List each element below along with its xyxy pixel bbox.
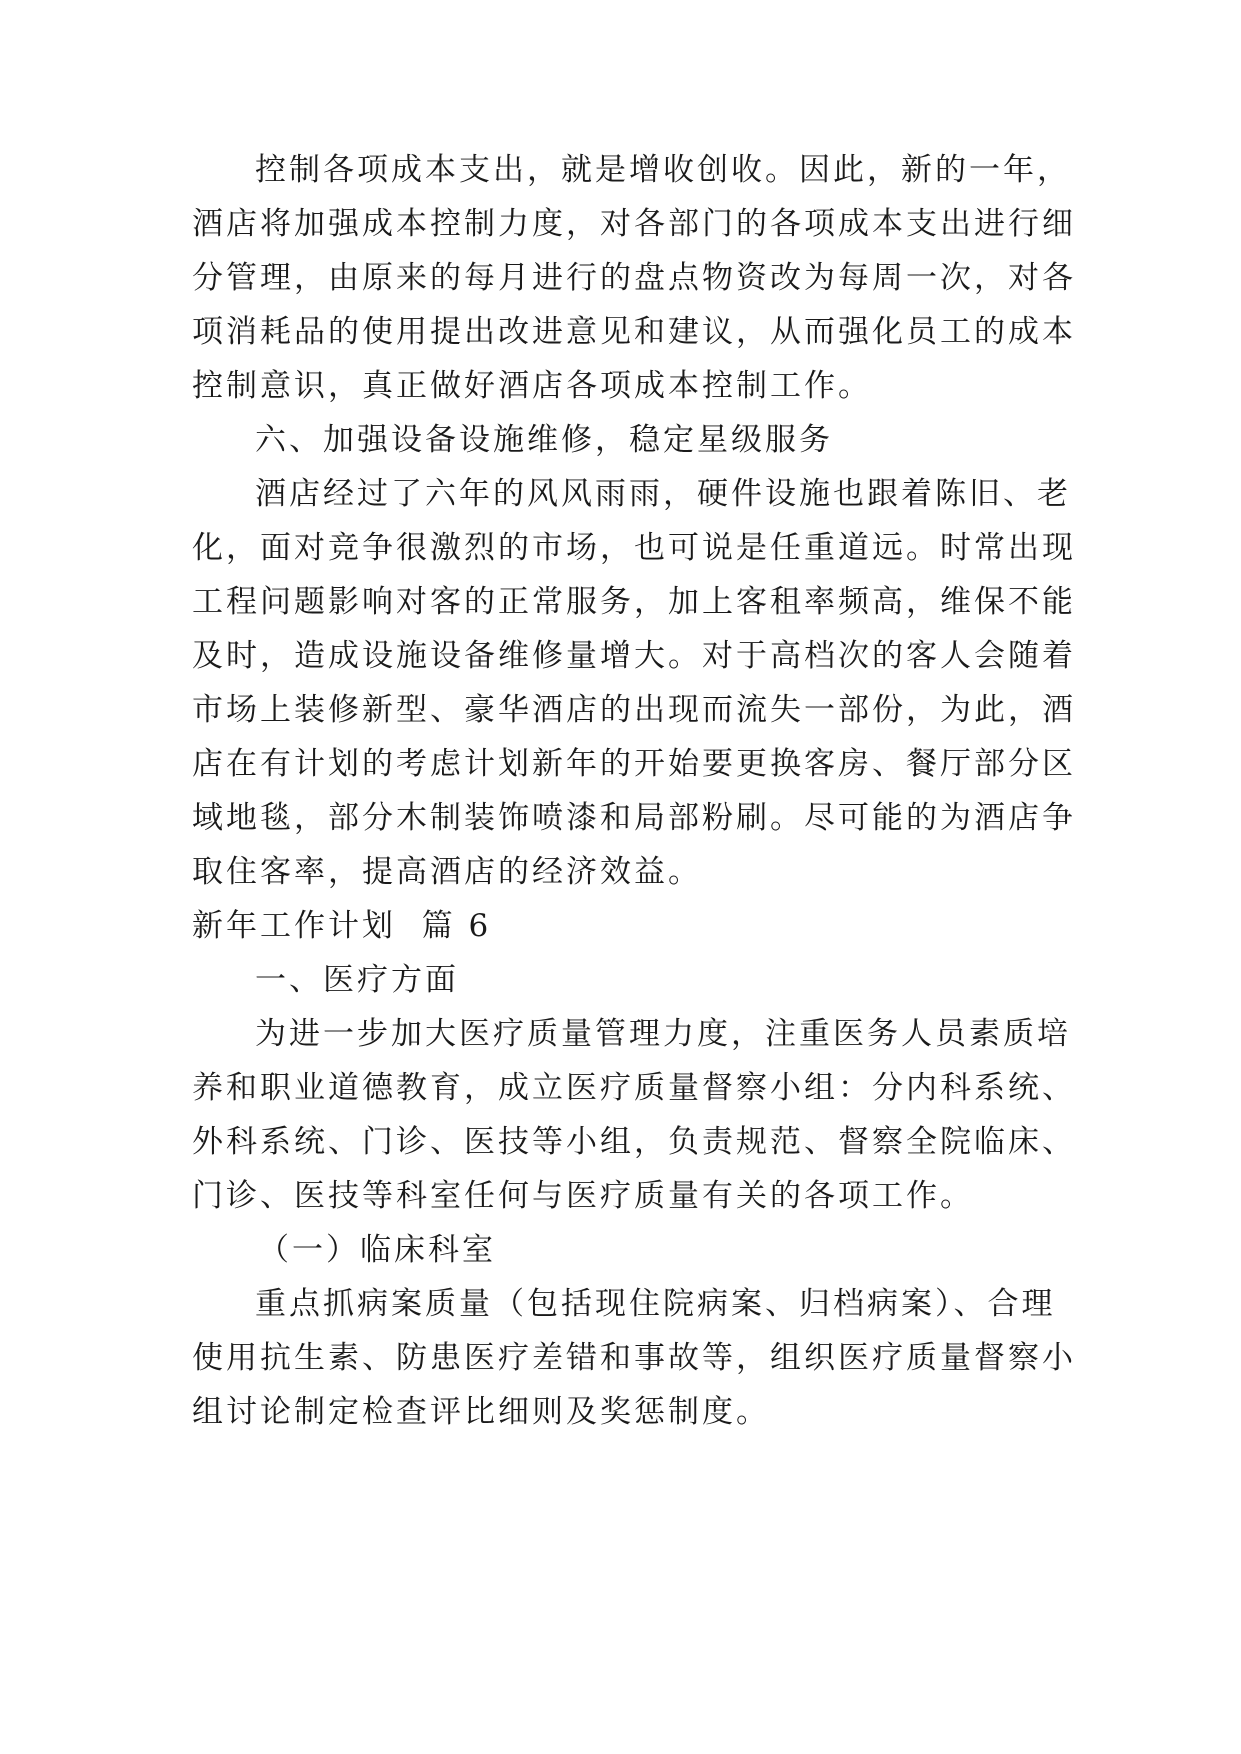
paragraph-line: 为进一步加大医疗质量管理力度，注重医务人员素质培 xyxy=(255,1016,1071,1052)
paragraph-line: 分管理，由原来的每月进行的盘点物资改为每周一次，对各 xyxy=(192,260,1076,296)
paragraph-line: 外科系统、门诊、医技等小组，负责规范、督察全院临床、 xyxy=(192,1124,1076,1160)
paragraph-line: 门诊、医技等科室任何与医疗质量有关的各项工作。 xyxy=(192,1178,974,1214)
section-heading: 一、医疗方面 xyxy=(255,962,459,998)
paragraph-line: 酒店经过了六年的风风雨雨，硬件设施也跟着陈旧、老 xyxy=(255,476,1071,512)
paragraph-line: 项消耗品的使用提出改进意见和建议，从而强化员工的成本 xyxy=(192,314,1076,350)
paragraph-line: 市场上装修新型、豪华酒店的出现而流失一部份，为此，酒 xyxy=(192,692,1076,728)
paragraph-line: 重点抓病案质量（包括现住院病案、归档病案）、合理 xyxy=(255,1286,1056,1322)
paragraph-line: 取住客率，提高酒店的经济效益。 xyxy=(192,854,702,890)
chapter-title: 新年工作计划 篇 6 xyxy=(192,908,492,944)
paragraph-line: 养和职业道德教育，成立医疗质量督察小组：分内科系统、 xyxy=(192,1070,1076,1106)
subsection-heading: （一）临床科室 xyxy=(258,1232,496,1268)
paragraph-line: 酒店将加强成本控制力度，对各部门的各项成本支出进行细 xyxy=(192,206,1076,242)
paragraph-line: 域地毯，部分木制装饰喷漆和局部粉刷。尽可能的为酒店争 xyxy=(192,800,1076,836)
paragraph-line: 及时，造成设施设备维修量增大。对于高档次的客人会随着 xyxy=(192,638,1076,674)
paragraph-line: 化，面对竞争很激烈的市场，也可说是任重道远。时常出现 xyxy=(192,530,1076,566)
paragraph-line: 控制意识，真正做好酒店各项成本控制工作。 xyxy=(192,368,872,404)
paragraph-line: 店在有计划的考虑计划新年的开始要更换客房、餐厅部分区 xyxy=(192,746,1076,782)
section-heading: 六、加强设备设施维修，稳定星级服务 xyxy=(255,422,833,458)
paragraph-line: 使用抗生素、防患医疗差错和事故等，组织医疗质量督察小 xyxy=(192,1340,1076,1376)
paragraph-line: 控制各项成本支出，就是增收创收。因此，新的一年， xyxy=(255,152,1071,188)
paragraph-line: 组讨论制定检查评比细则及奖惩制度。 xyxy=(192,1394,770,1430)
paragraph-line: 工程问题影响对客的正常服务，加上客租率频高，维保不能 xyxy=(192,584,1076,620)
